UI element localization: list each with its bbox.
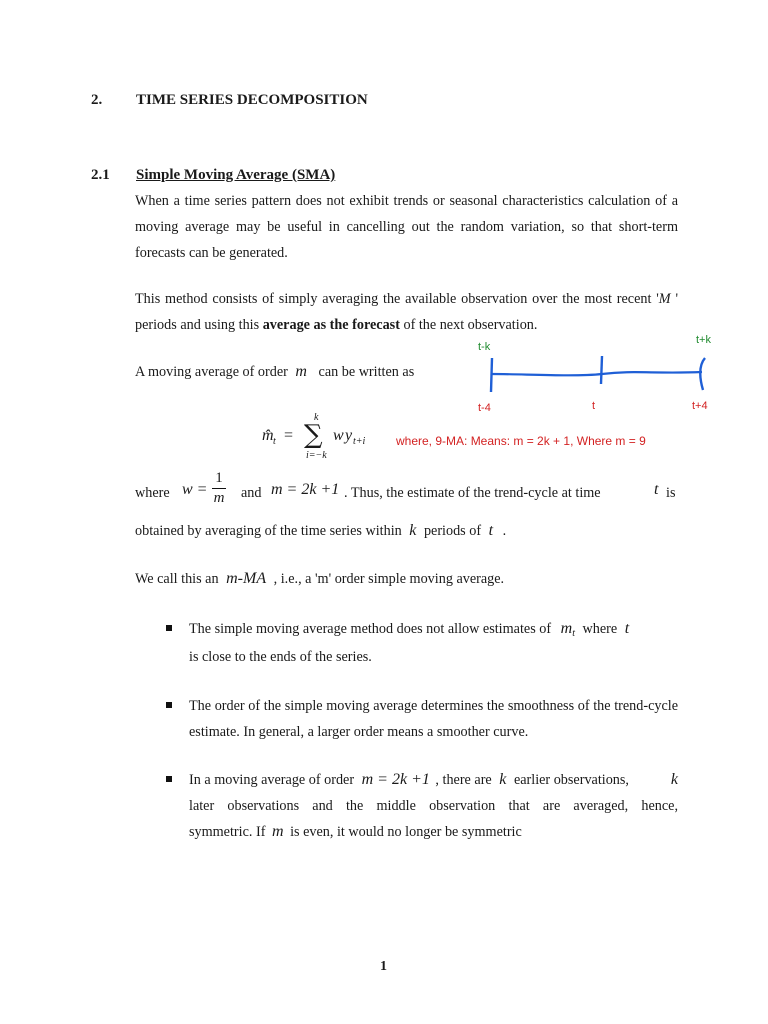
formula-w: w <box>333 427 344 444</box>
formula-m-hat-subscript: t <box>273 436 276 447</box>
bullet3-line2: later observations and the middle observation that are averaged, hence, <box>189 798 678 814</box>
and-word: and <box>241 485 262 501</box>
bullet3-line3-pre: symmetric. If <box>189 824 266 840</box>
bullet1-m: m <box>560 620 573 637</box>
where-word: where <box>135 485 170 501</box>
timeline-drawing <box>484 352 710 396</box>
bullet1-t: t <box>624 620 630 637</box>
mma-symbol: m-MA <box>226 570 267 587</box>
method-text-1: This method consists of simply averaging the available observation over the most recent ' <box>135 291 659 307</box>
timeline-right-tick <box>700 358 705 390</box>
formula-sigma-icon: ∑ <box>304 420 323 450</box>
order-line-pre: A moving average of order <box>135 364 288 380</box>
section-number: 2. <box>91 92 103 108</box>
section-title: TIME SERIES DECOMPOSITION <box>136 92 368 108</box>
note-9-ma: where, 9-MA: Means: m = 2k + 1, Where m = 9 <box>396 434 646 448</box>
method-text-3: of the next observation. <box>399 317 538 333</box>
formula-sum-upper: k <box>314 412 319 423</box>
bullet-square-icon <box>166 776 172 782</box>
fraction-denominator: m <box>213 490 225 506</box>
order-line <box>135 360 414 384</box>
bullet1-m-subscript: t <box>572 628 575 639</box>
method-m-symbol: M <box>658 291 671 307</box>
mma-definition-line <box>135 567 504 591</box>
bullet3-m: m <box>271 823 284 840</box>
timeline-label-t: t <box>592 400 596 412</box>
obtained-line-k: k <box>409 522 417 539</box>
method-bold-text: average as the forecast <box>262 317 400 333</box>
bullet1-where: where <box>582 621 618 637</box>
timeline-label-t-minus-k: t-k <box>478 341 491 353</box>
formula-equals: = <box>284 427 294 444</box>
formula-y: y <box>345 427 353 444</box>
where-w-equals: w = <box>182 481 208 498</box>
bullet3-text-1: In a moving average of order <box>189 772 355 788</box>
time-t-symbol: t <box>654 481 659 498</box>
timeline-left-tick <box>491 358 492 392</box>
bullet-square-icon <box>166 702 172 708</box>
bullet1-line1 <box>189 617 629 646</box>
formula-m-hat: m̂ <box>262 427 274 444</box>
bullet3-k: k <box>499 771 507 788</box>
timeline-middle-tick <box>601 356 602 384</box>
order-line-m: m <box>295 363 307 380</box>
bullet2-text: The order of the simple moving average determines the smoothness of the trend-cycle estimate. In general, a larger order means a smoother curve. <box>189 698 678 740</box>
m-equals-2k-plus-1: m = 2k +1 <box>271 481 340 498</box>
fraction-bar <box>212 488 226 489</box>
is-word: is <box>666 485 676 501</box>
bullet1-line2: is close to the ends of the series. <box>189 649 372 665</box>
method-paragraph <box>135 286 678 338</box>
subsection-number: 2.1 <box>91 167 110 183</box>
trend-cycle-text: . Thus, the estimate of the trend-cycle at time <box>344 485 601 501</box>
method-text-2: ' periods and using this <box>135 291 678 333</box>
bullet-square-icon <box>166 625 172 631</box>
subsection-title: Simple Moving Average (SMA) <box>136 167 336 183</box>
fraction-one-over-m <box>212 470 226 507</box>
bullet3-line1 <box>189 768 678 792</box>
bullet3-line3 <box>189 820 522 844</box>
page-number: 1 <box>380 959 387 974</box>
bullet3-line3-post: is even, it would no longer be symmetric <box>290 824 522 840</box>
mma-line-post: , i.e., a 'm' order simple moving average. <box>273 571 505 587</box>
order-line-post: can be written as <box>318 364 415 380</box>
timeline-label-t-plus-4: t+4 <box>692 400 708 412</box>
fraction-numerator: 1 <box>215 470 223 486</box>
bullet1-text: The simple moving average method does not allow estimates of <box>189 621 552 637</box>
obtained-line <box>135 519 506 543</box>
obtained-line-end: . <box>502 523 507 539</box>
bullet3-text-2: , there are <box>435 772 492 788</box>
bullet3-k2: k <box>670 771 678 788</box>
timeline-label-t-plus-k: t+k <box>696 334 711 346</box>
formula-sum-lower: i=−k <box>306 450 327 461</box>
moving-average-formula <box>262 412 402 464</box>
formula-y-subscript: t+i <box>353 436 366 447</box>
obtained-line-mid: periods of <box>423 523 482 539</box>
obtained-line-pre: obtained by averaging of the time series within <box>135 523 402 539</box>
bullet3-text-3: earlier observations, <box>513 772 629 788</box>
timeline-line <box>492 372 702 375</box>
mma-line-pre: We call this an <box>135 571 219 587</box>
bullet3-formula: m = 2k +1 <box>361 771 430 788</box>
obtained-line-t: t <box>488 522 494 539</box>
timeline-label-t-minus-4: t-4 <box>478 402 491 414</box>
intro-paragraph: When a time series pattern does not exhibit trends or seasonal characteristics calculation of a moving average may be useful in cancelling out the random variation, so that short-term forecasts can be generated. <box>135 193 678 261</box>
